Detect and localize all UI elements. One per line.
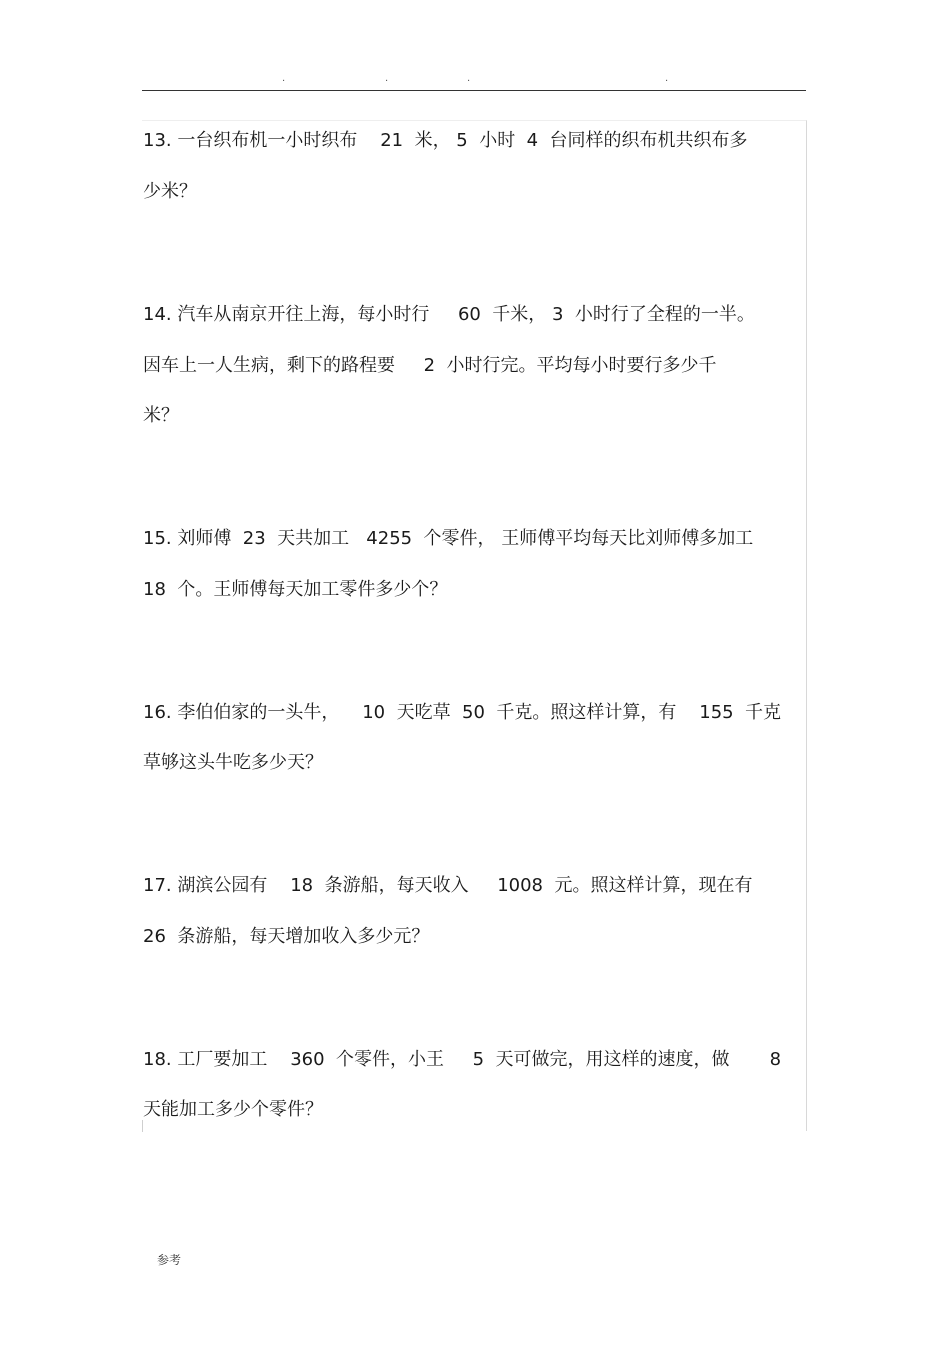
problem-line: 26 条游船，每天增加收入多少元？ <box>143 926 430 947</box>
page-footer: 参考 <box>157 1253 182 1267</box>
problem-line: 18 个。王师傅每天加工零件多少个？ <box>143 579 448 600</box>
problem-line: 因车上一人生病，剩下的路程要 2 小时行完。平均每小时要行多少千 <box>143 355 717 376</box>
problem-line: 18. 工厂要加工 360 个零件，小王 5 天可做完，用这样的速度，做 8 <box>143 1049 782 1070</box>
problem-line: 草够这头牛吃多少天？ <box>143 752 323 773</box>
problem-line: 天能加工多少个零件？ <box>143 1099 323 1120</box>
header-rule <box>142 90 806 91</box>
header-dot: . <box>385 73 389 84</box>
problem-line: 13. 一台织布机一小时织布 21 米， 5 小时 4 台同样的织布机共织布多 <box>143 130 748 151</box>
header-dot: . <box>665 73 669 84</box>
header-dot: . <box>282 73 286 84</box>
header-dot: . <box>467 73 471 84</box>
problem-line: 16. 李伯伯家的一头牛， 10 天吃草 50 千克。照这样计算，有 155 千克 <box>143 702 782 723</box>
problem-line: 17. 湖滨公园有 18 条游船，每天收入 1008 元。照这样计算，现在有 <box>143 875 753 896</box>
problem-line: 少米？ <box>143 181 197 202</box>
problem-line: 15. 刘师傅 23 天共加工 4255 个零件， 王师傅平均每天比刘师傅多加工 <box>143 528 754 549</box>
content-frame <box>142 120 807 1131</box>
problem-line: 14. 汽车从南京开往上海，每小时行 60 千米， 3 小时行了全程的一半。 <box>143 304 755 325</box>
problem-line: 米？ <box>143 405 179 426</box>
